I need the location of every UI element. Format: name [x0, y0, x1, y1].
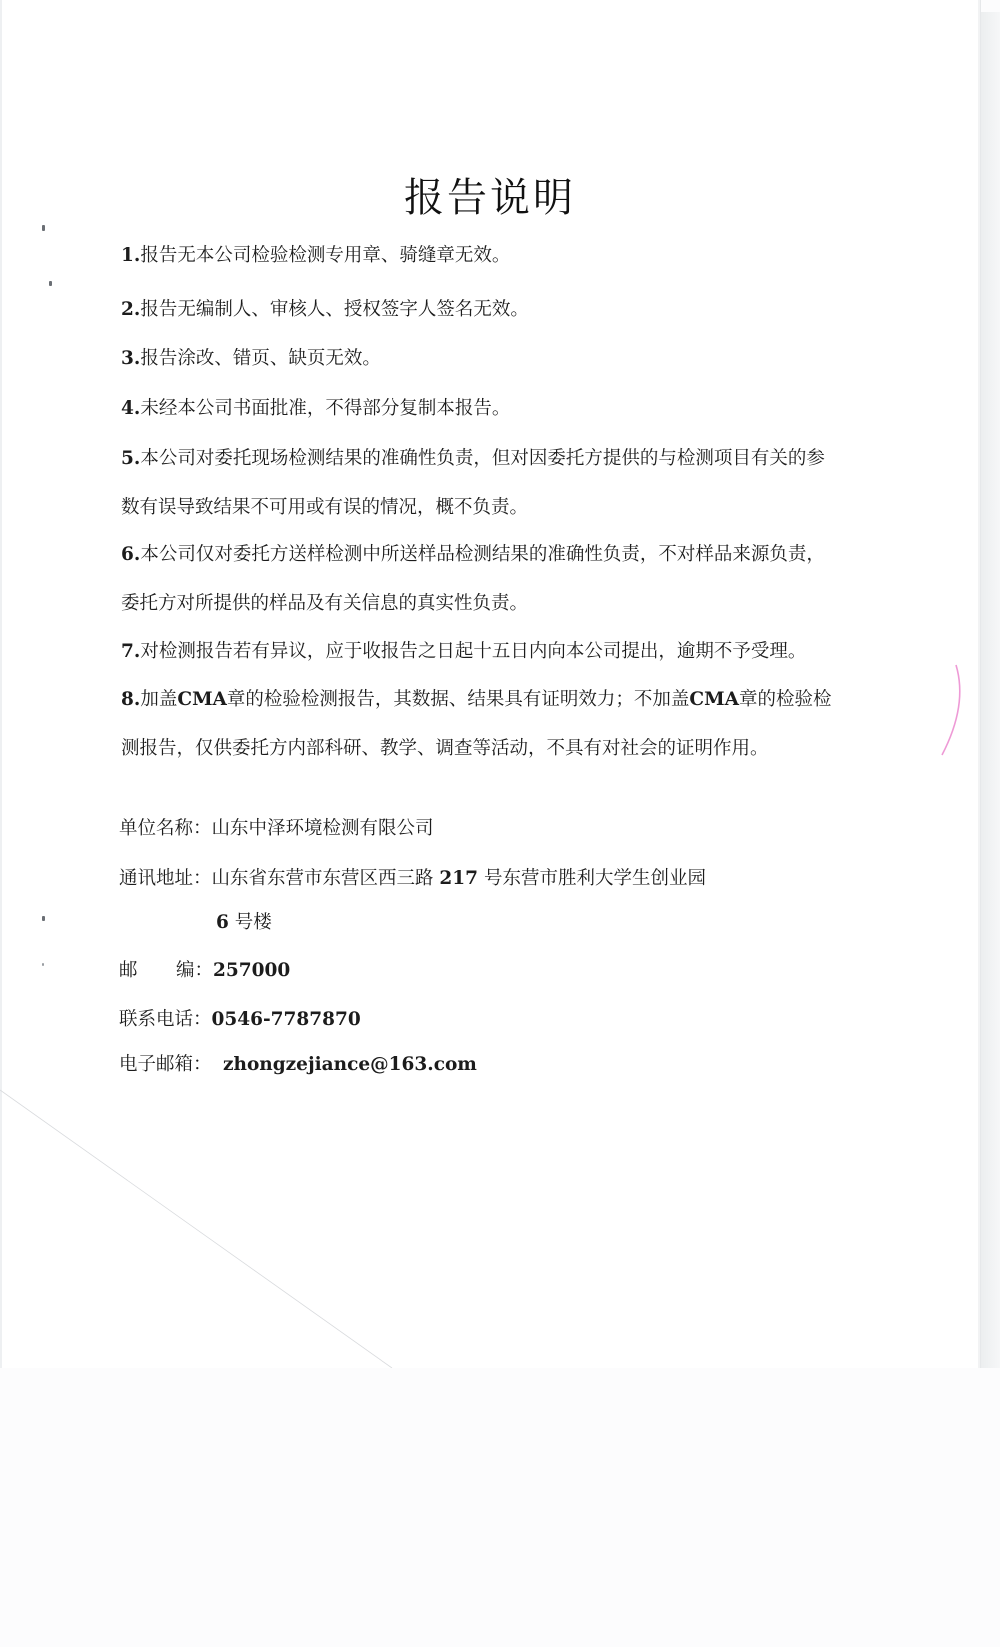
- clause-number: 1.: [121, 245, 141, 266]
- seal-stamp-edge: [938, 660, 978, 760]
- clause-line: 委托方对所提供的样品及有关信息的真实性负责。: [121, 593, 529, 614]
- clause-line: 测报告，仅供委托方内部科研、教学、调查等活动，不具有对社会的证明作用。: [121, 738, 769, 759]
- clause-text: 章的检验检测报告，其数据、结果具有证明效力；不加盖: [226, 689, 690, 710]
- address-value: 山东省东营市东营区西三路: [211, 868, 434, 889]
- clause-text: 对检测报告若有异议，应于收报告之日起十五日内向本公司提出，逾期不予受理。: [140, 641, 807, 662]
- address-number: 217: [439, 868, 479, 889]
- clause-4: [121, 384, 871, 433]
- cma-mark: CMA: [689, 689, 739, 710]
- phone-row: [119, 1005, 361, 1031]
- clause-3: [121, 334, 871, 383]
- clause-number: 6.: [121, 544, 141, 565]
- clause-line: [121, 434, 901, 483]
- company-name-value: 山东中泽环境检测有限公司: [211, 818, 434, 839]
- building-label: 号楼: [234, 912, 272, 933]
- building-number: 6: [216, 912, 229, 933]
- company-name-row: [119, 814, 434, 840]
- clause-number: 4.: [121, 398, 141, 419]
- address-value: 号东营市胜利大学生创业园: [483, 868, 706, 889]
- postcode-value: 257000: [213, 960, 291, 981]
- clause-text: 章的检验检: [738, 689, 832, 710]
- clause-text: 未经本公司书面批准，不得部分复制本报告。: [140, 398, 511, 419]
- address-line-2: [216, 908, 272, 934]
- postcode-label-2: 编：: [176, 960, 214, 981]
- clause-line: 数有误导致结果不可用或有误的情况，概不负责。: [121, 497, 529, 518]
- email-value: zhongzejiance@163.com: [223, 1054, 477, 1075]
- clause-6: [121, 530, 901, 628]
- clause-8: [121, 675, 901, 773]
- clause-text: 报告无本公司检验检测专用章、骑缝章无效。: [140, 245, 511, 266]
- clause-number: 3.: [121, 348, 141, 369]
- page-title: 报告说明: [404, 175, 576, 221]
- company-name-label: 单位名称：: [119, 818, 212, 839]
- address-row: [119, 864, 706, 890]
- clause-number: 2.: [121, 299, 141, 320]
- clause-text: 本公司仅对委托方送样检测中所送样品检测结果的准确性负责，不对样品来源负责，: [140, 544, 825, 565]
- address-label: 通讯地址：: [119, 868, 212, 889]
- clause-2: [121, 285, 871, 334]
- cma-mark: CMA: [177, 689, 227, 710]
- clause-1: [121, 231, 871, 280]
- clause-7: [121, 627, 901, 676]
- phone-value: 0546-7787870: [211, 1009, 361, 1030]
- clause-line: [121, 530, 901, 579]
- clause-text: 本公司对委托现场检测结果的准确性负责，但对因委托方提供的与检测项目有关的参: [140, 448, 825, 469]
- clause-text: 报告涂改、错页、缺页无效。: [140, 348, 381, 369]
- postcode-row: [119, 956, 290, 982]
- phone-label: 联系电话：: [119, 1009, 212, 1030]
- scan-speck: [42, 916, 45, 921]
- postcode-label-1: 邮: [119, 960, 138, 981]
- clause-text: 加盖: [140, 689, 178, 710]
- scan-speck: [42, 963, 44, 966]
- email-row: [119, 1050, 477, 1076]
- scan-speck: [49, 281, 52, 286]
- scan-speck: [42, 225, 45, 231]
- clause-number: 5.: [121, 448, 141, 469]
- clause-line: [121, 675, 901, 724]
- clause-text: 报告无编制人、审核人、授权签字人签名无效。: [140, 299, 529, 320]
- email-label: 电子邮箱：: [119, 1054, 212, 1075]
- scan-margin-strip: [981, 12, 1000, 1368]
- clause-number: 7.: [121, 641, 141, 662]
- clause-5: [121, 434, 901, 532]
- clause-number: 8.: [121, 689, 141, 710]
